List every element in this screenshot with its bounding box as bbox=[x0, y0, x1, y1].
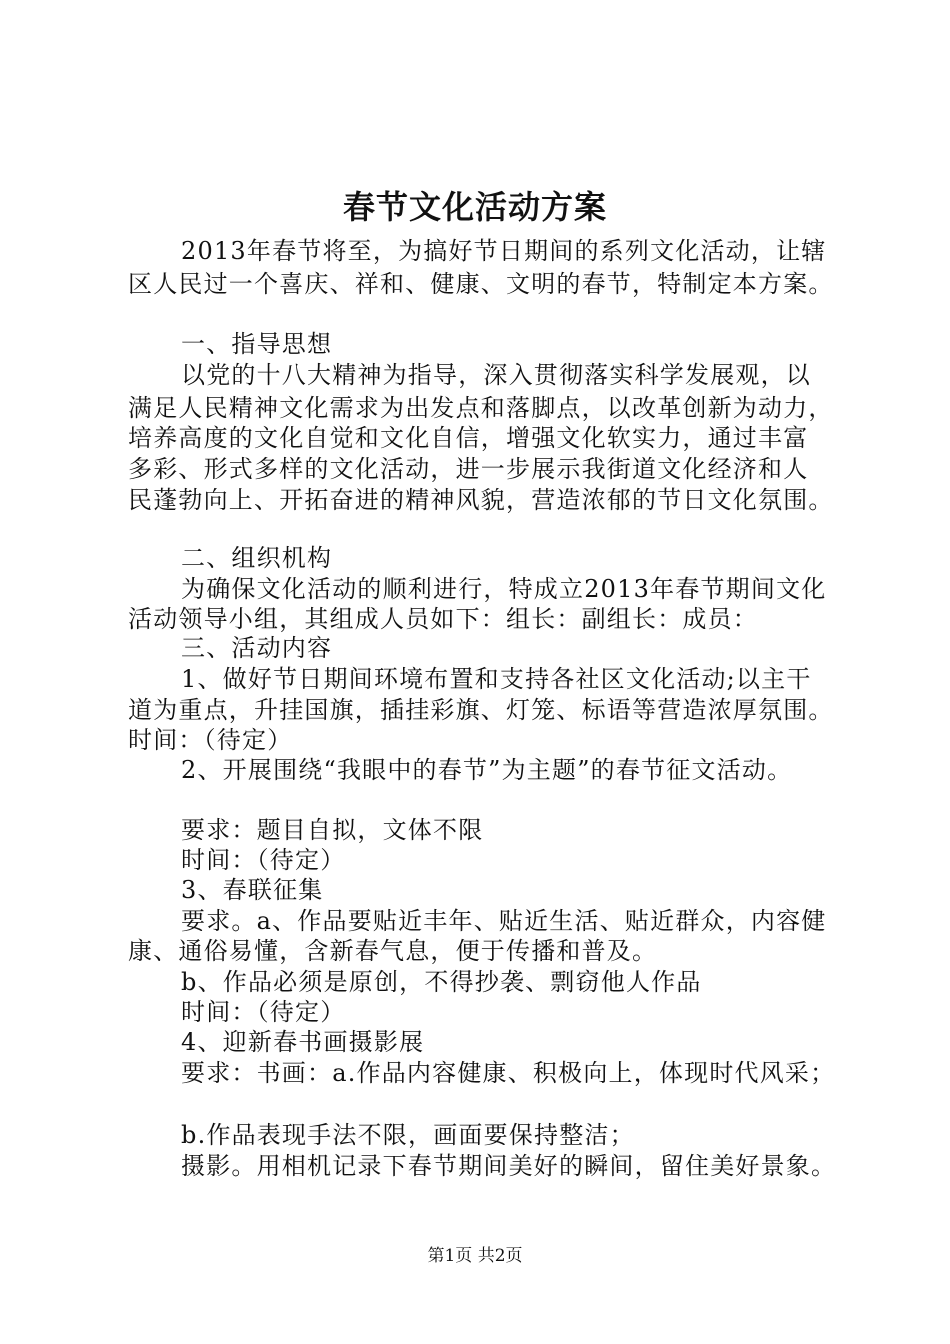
paragraph-line: b.作品表现手法不限，画面要保持整洁； bbox=[181, 1121, 635, 1149]
paragraph-line: 要求：题目自拟，文体不限 bbox=[181, 816, 484, 844]
page-footer: 第1页 共2页 bbox=[427, 1246, 523, 1266]
paragraph-line: 摄影。用相机记录下春节期间美好的瞬间，留住美好景象。 bbox=[181, 1152, 837, 1180]
intro-line-1: 2013年春节将至，为搞好节日期间的系列文化活动，让辖 bbox=[181, 237, 827, 265]
paragraph-line: 1、做好节日期间环境布置和支持各社区文化活动;以主干 bbox=[181, 665, 812, 693]
paragraph-line: 活动领导小组，其组成人员如下：组长：副组长：成员： bbox=[128, 605, 758, 633]
paragraph-line: 时间：（待定） bbox=[128, 726, 293, 754]
page-title: 春节文化活动方案 bbox=[342, 188, 607, 226]
paragraph-line: 民蓬勃向上、开拓奋进的精神风貌，营造浓郁的节日文化氛围。 bbox=[128, 486, 834, 514]
paragraph-line: 为确保文化活动的顺利进行，特成立2013年春节期间文化 bbox=[181, 575, 827, 603]
section-heading-activities: 三、活动内容 bbox=[181, 634, 333, 662]
paragraph-line: 时间：（待定） bbox=[181, 998, 346, 1026]
paragraph-line: 2、开展围绕“我眼中的春节”为主题”的春节征文活动。 bbox=[181, 756, 793, 784]
section-heading-organization: 二、组织机构 bbox=[181, 544, 333, 572]
paragraph-line: 多彩、形式多样的文化活动，进一步展示我街道文化经济和人 bbox=[128, 455, 809, 483]
paragraph-line: 满足人民精神文化需求为出发点和落脚点，以改革创新为动力， bbox=[128, 394, 834, 422]
intro-line-2: 区人民过一个喜庆、祥和、健康、文明的春节，特制定本方案。 bbox=[128, 270, 834, 298]
paragraph-line: 时间：（待定） bbox=[181, 846, 346, 874]
paragraph-line: 要求。a、作品要贴近丰年、贴近生活、贴近群众，内容健 bbox=[181, 907, 827, 935]
section-heading-guiding: 一、指导思想 bbox=[181, 330, 333, 358]
paragraph-line: 康、通俗易懂，含新春气息，便于传播和普及。 bbox=[128, 937, 658, 965]
paragraph-line: 培养高度的文化自觉和文化自信，增强文化软实力，通过丰富 bbox=[128, 424, 809, 452]
paragraph-line: 要求：书画：a.作品内容健康、积极向上，体现时代风采； bbox=[181, 1059, 836, 1087]
paragraph-line: b、作品必须是原创，不得抄袭、剽窃他人作品 bbox=[181, 968, 702, 996]
paragraph-line: 以党的十八大精神为指导，深入贯彻落实科学发展观，以 bbox=[181, 361, 811, 389]
paragraph-line: 道为重点，升挂国旗，插挂彩旗、灯笼、标语等营造浓厚氛围。 bbox=[128, 696, 834, 724]
paragraph-line: 4、迎新春书画摄影展 bbox=[181, 1028, 425, 1056]
paragraph-line: 3、春联征集 bbox=[181, 876, 324, 904]
